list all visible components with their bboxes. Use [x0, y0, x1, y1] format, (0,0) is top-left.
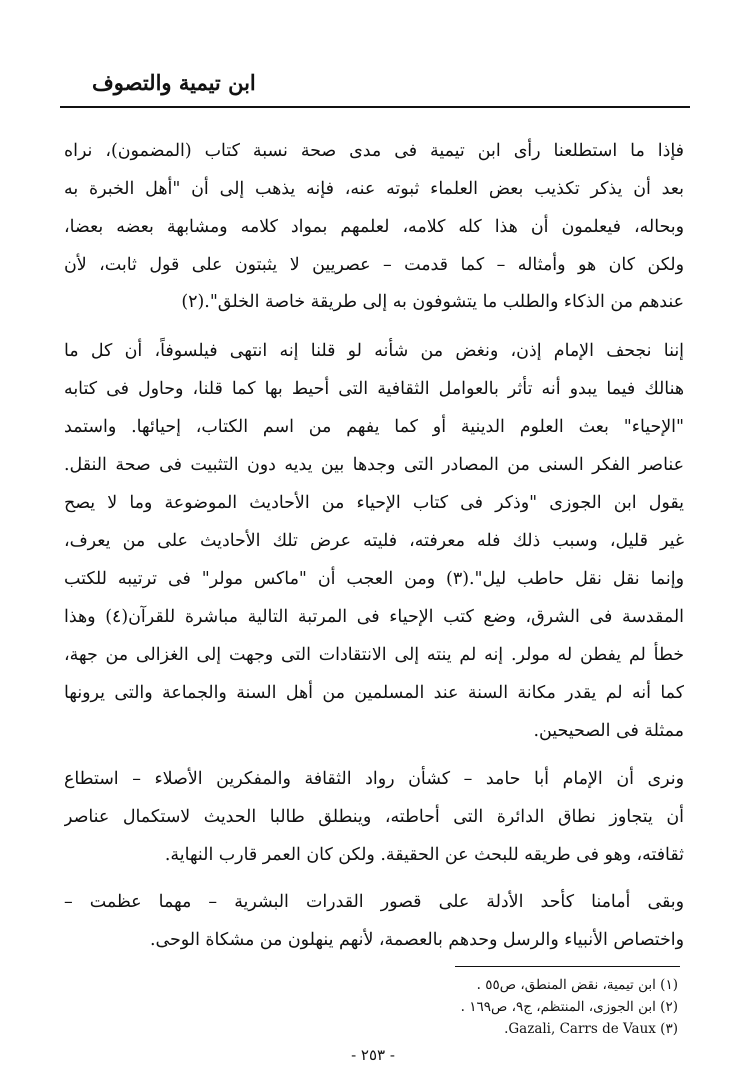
- text-line: "الإحياء" بعث العلوم الدينية أو كما يفهم من اسم الكتاب، إحيائها. واستمد: [64, 417, 684, 437]
- header-rule: [60, 106, 690, 108]
- text-line: عندهم من الذكاء والطلب ما يتشوفون به إلى طريقة خاصة الخلق".(٢): [181, 292, 684, 312]
- footnote-rule: [455, 966, 680, 967]
- page-number: - ٢٥٣ -: [351, 1046, 395, 1064]
- text-line: أن يتجاوز نطاق الدائرة التى أحاطته، وينطلق طالبا الحديث لاستكمال عناصر: [64, 807, 684, 827]
- text-line: غير قليل، وسبب ذلك فله معرفته، فليته عرض تلك الأحاديث على من يعرف،: [64, 531, 684, 551]
- text-line: هنالك فيما يبدو أنه تأثر بالعوامل الثقافية التى أحيط بها كما قلنا، وحاول فى كتابه: [64, 379, 684, 399]
- text-line: ممثلة فى الصحيحين.: [533, 721, 684, 741]
- text-line: وبقى أمامنا كأحد الأدلة على قصور القدرات البشرية – مهما عظمت –: [64, 892, 684, 912]
- text-line: وبحاله، فيعلمون أن هذا كله كلامه، لعلمهم بمواد كلامه ومشابهة بعضه بعضا،: [64, 217, 684, 237]
- text-line: إننا نجحف الإمام إذن، ونغض من شأنه لو قلنا إنه انتهى فيلسوفاً، أن كل ما: [64, 341, 684, 361]
- text-line: يقول ابن الجوزى "وذكر فى كتاب الإحياء من الأحاديث الموضوعة وما لا يصح: [64, 493, 684, 513]
- running-header-title: ابن تيمية والتصوف: [92, 70, 256, 95]
- text-line: بعد أن يذكر تكذيب بعض العلماء ثبوته عنه، فإنه يذهب إلى أن "أهل الخبرة به: [64, 179, 684, 199]
- text-line: المقدسة فى الشرق، وضع كتب الإحياء فى المرتبة التالية مباشرة للقرآن(٤) وهذا: [64, 607, 684, 627]
- footnote: (٢) ابن الجوزى، المنتظم، ج٩، ص١٦٩ .: [460, 999, 678, 1015]
- text-line: ولكن كان هو وأمثاله – كما قدمت – عصريين لا يثبتون على قول ثابت، لأن: [64, 255, 684, 275]
- text-line: ونرى أن الإمام أبا حامد – كشأن رواد الثقافة والمفكرين الأصلاء – استطاع: [64, 769, 684, 789]
- text-line: واختصاص الأنبياء والرسل وحدهم بالعصمة، لأنهم ينهلون من مشكاة الوحى.: [150, 930, 684, 950]
- footnote: (٣) Gazali, Carrs de Vaux.: [504, 1021, 678, 1037]
- text-line: خطأ لم يفطن له مولر. إنه لم ينته إلى الانتقادات التى وجهت إلى الغزالى من جهة،: [64, 645, 684, 665]
- text-line: كما أنه لم يقدر مكانة السنة عند المسلمين من أهل السنة والجماعة والتى يرونها: [64, 683, 684, 703]
- footnote: (١) ابن تيمية، نقض المنطق، ص٥٥ .: [476, 977, 678, 993]
- text-line: ثقافته، وهو فى طريقه للبحث عن الحقيقة. ولكن كان العمر قارب النهاية.: [164, 845, 684, 865]
- text-line: عناصر الفكر السنى من المصادر التى وجدها بين يديه دون التثبيت فى صحة النقل.: [64, 455, 684, 475]
- text-line: وإنما نقل نقل حاطب ليل".(٣) ومن العجب أن "ماكس مولر" فى ترتيبه للكتب: [64, 569, 684, 589]
- text-line: فإذا ما استطلعنا رأى ابن تيمية فى مدى صحة نسبة كتاب (المضمون)، نراه: [64, 141, 684, 161]
